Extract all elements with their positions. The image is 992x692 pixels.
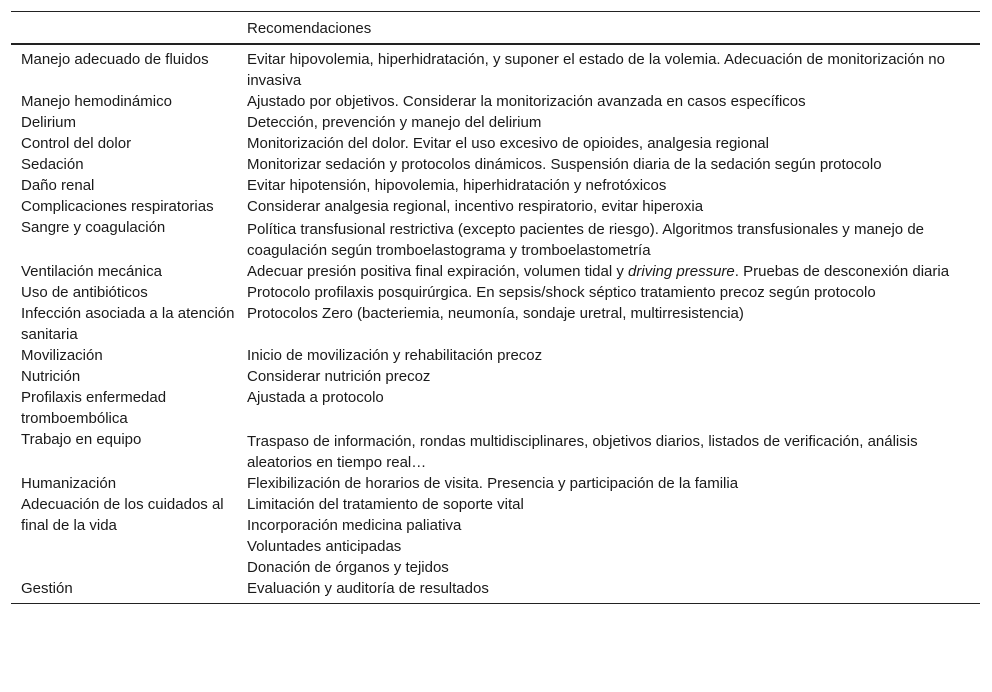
row-recommendation: Ajustado por objetivos. Considerar la monitorización avanzada en casos específicos [247,93,806,110]
table-row [11,494,980,578]
row-topic: Daño renal [21,177,95,194]
row-recommendation: Considerar nutrición precoz [247,368,431,385]
row-recommendation-list [247,494,971,578]
row-topic: Gestión [21,580,73,597]
row-recommendation [247,217,971,261]
table-row [11,387,980,429]
recommendations-table [11,11,980,604]
row-topic: Adecuación de los cuidados al final de la vida [21,496,224,534]
row-recommendation: Considerar analgesia regional, incentivo respiratorio, evitar hiperoxia [247,198,704,215]
list-item: Limitación del tratamiento de soporte vital [247,496,524,513]
table-row [11,154,980,175]
row-topic: Manejo adecuado de fluidos [21,51,209,68]
table-row [11,578,980,599]
row-topic: Sangre y coagulación [21,219,166,236]
list-item: Donación de órganos y tejidos [247,559,449,576]
rec-text-b: . Pruebas de desconexión diaria [734,263,950,280]
list-item: Voluntades anticipadas [247,538,402,555]
table-row [11,91,980,112]
row-topic: Trabajo en equipo [21,431,142,448]
row-recommendation: Protocolos Zero (bacteriemia, neumonía, sondaje uretral, multirresistencia) [247,305,744,322]
row-recommendation: Evitar hipotensión, hipovolemia, hiperhidratación y nefrotóxicos [247,177,667,194]
row-recommendation: Ajustada a protocolo [247,389,384,406]
row-recommendation: Monitorización del dolor. Evitar el uso excesivo de opioides, analgesia regional [247,135,769,152]
row-recommendation: Detección, prevención y manejo del delirium [247,114,542,131]
row-topic: Control del dolor [21,135,132,152]
row-recommendation: Evitar hipovolemia, hiperhidratación, y suponer el estado de la volemia. Adecuación de monitorización no invasiva [247,51,945,89]
row-recommendation: Monitorizar sedación y protocolos dinámicos. Suspensión diaria de la sedación según protocolo [247,156,882,173]
row-recommendation: Protocolo profilaxis posquirúrgica. En sepsis/shock séptico tratamiento precoz según protocolo [247,284,876,301]
row-topic: Humanización [21,475,117,492]
row-topic: Complicaciones respiratorias [21,198,214,215]
table-row [11,261,980,282]
row-recommendation-text: Política transfusional restrictiva (excepto pacientes de riesgo). Algoritmos transfusionales y manejo de coagulación según tromboelastograma y tromboelastometría [247,221,924,259]
row-recommendation: Flexibilización de horarios de visita. Presencia y participación de la familia [247,475,739,492]
row-topic: Profilaxis enfermedad tromboembólica [21,389,167,427]
row-recommendation [247,429,971,473]
row-topic: Movilización [21,347,103,364]
rec-text-a: Adecuar presión positiva final expiración, volumen tidal y [247,263,629,280]
table-row [11,49,980,91]
table-row [11,303,980,345]
list-item: Incorporación medicina paliativa [247,517,462,534]
row-topic: Nutrición [21,368,81,385]
row-topic: Delirium [21,114,77,131]
table-header [11,12,980,45]
row-topic: Sedación [21,156,84,173]
row-topic: Ventilación mecánica [21,263,162,280]
row-recommendation-text: Traspaso de información, rondas multidisciplinares, objetivos diarios, listados de verificación, análisis aleatorios en tiempo real… [247,433,918,471]
table-row [11,366,980,387]
table-row [11,217,980,261]
table-row [11,429,980,473]
table-row [11,112,980,133]
header-recomendaciones: Recomendaciones [247,20,372,37]
table-body [11,45,980,603]
rec-text-italic: driving pressure [628,263,735,280]
table-row [11,473,980,494]
table-row [11,175,980,196]
table-row [11,133,980,154]
table-row [11,282,980,303]
row-topic: Infección asociada a la atención sanitaria [21,305,235,343]
row-recommendation: Evaluación y auditoría de resultados [247,580,489,597]
row-recommendation: Inicio de movilización y rehabilitación precoz [247,347,543,364]
row-recommendation [247,261,971,282]
table-row [11,196,980,217]
row-topic: Manejo hemodinámico [21,93,172,110]
table-row [11,345,980,366]
row-topic: Uso de antibióticos [21,284,148,301]
